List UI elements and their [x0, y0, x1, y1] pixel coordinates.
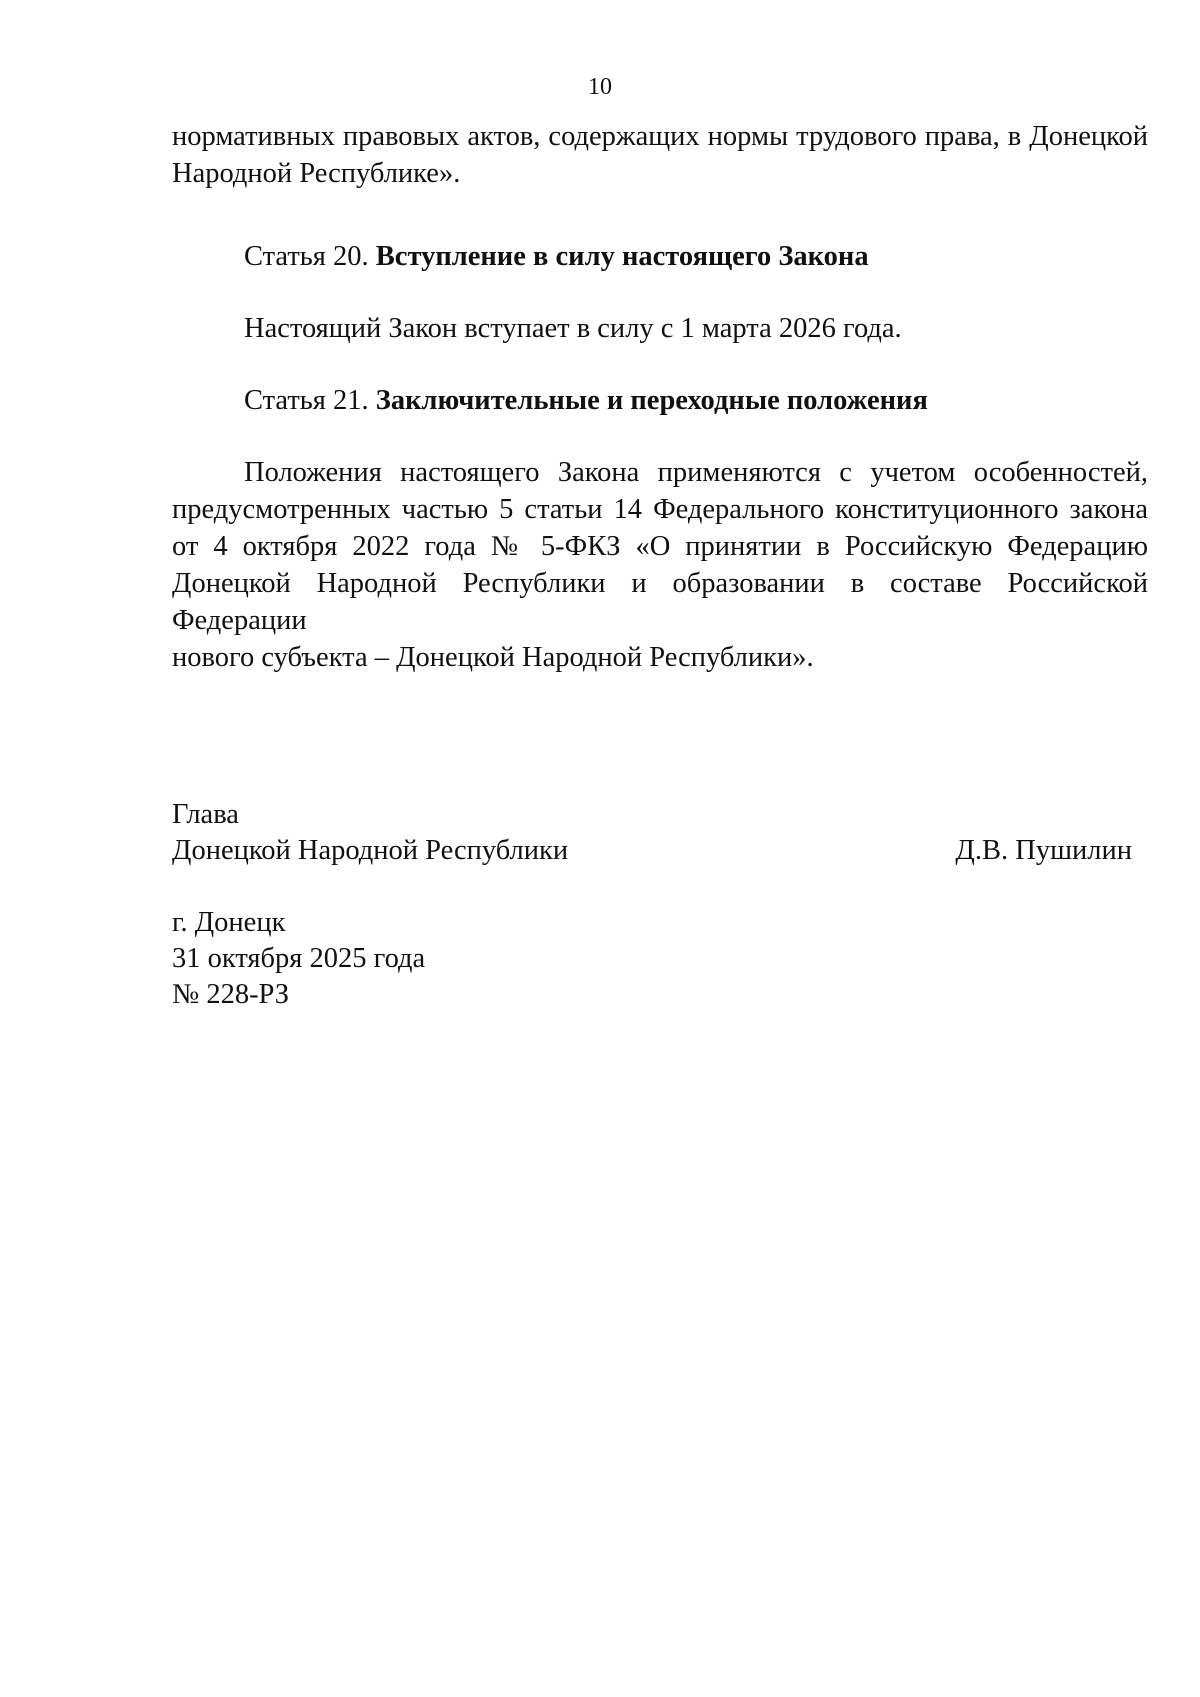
- article-21-prefix: Статья 21.: [244, 385, 376, 416]
- article-20-heading: [244, 238, 869, 275]
- article-21-title: Заключительные и переходные положения: [375, 385, 928, 416]
- signatory-name: Д.В. Пушилин: [955, 835, 1132, 866]
- paragraph-line: от 4 октября 2022 года № 5-ФКЗ «О принятии в Российскую Федерацию: [172, 531, 1148, 562]
- document-number: № 228-РЗ: [172, 979, 290, 1010]
- article-20-text: Настоящий Закон вступает в силу с 1 марта 2026 года.: [244, 313, 902, 344]
- document-date: 31 октября 2025 года: [172, 943, 426, 974]
- signature-row: [172, 832, 1132, 869]
- article-21-heading: [244, 382, 928, 419]
- document-place: г. Донецк: [172, 907, 286, 938]
- article-20-prefix: Статья 20.: [244, 241, 376, 272]
- paragraph-line: Положения настоящего Закона применяются с учетом особенностей,: [244, 457, 1148, 488]
- paragraph-line: Народной Республике».: [172, 158, 461, 189]
- article-20-title: Вступление в силу настоящего Закона: [375, 241, 869, 272]
- article-21-paragraph: [172, 454, 1148, 676]
- paragraph-line: Донецкой Народной Республики и образовании в составе Российской Федерации: [172, 568, 1148, 636]
- page-number: 10: [588, 74, 612, 100]
- signature-position-line2: Донецкой Народной Республики: [172, 835, 569, 866]
- continuation-paragraph: [172, 118, 1148, 192]
- paragraph-line: нового субъекта – Донецкой Народной Республики».: [172, 642, 814, 673]
- signature-position-line1: Глава: [172, 799, 239, 830]
- paragraph-line: нормативных правовых актов, содержащих нормы трудового права, в Донецкой: [172, 121, 1148, 152]
- paragraph-line: предусмотренных частью 5 статьи 14 Федерального конституционного закона: [172, 494, 1148, 525]
